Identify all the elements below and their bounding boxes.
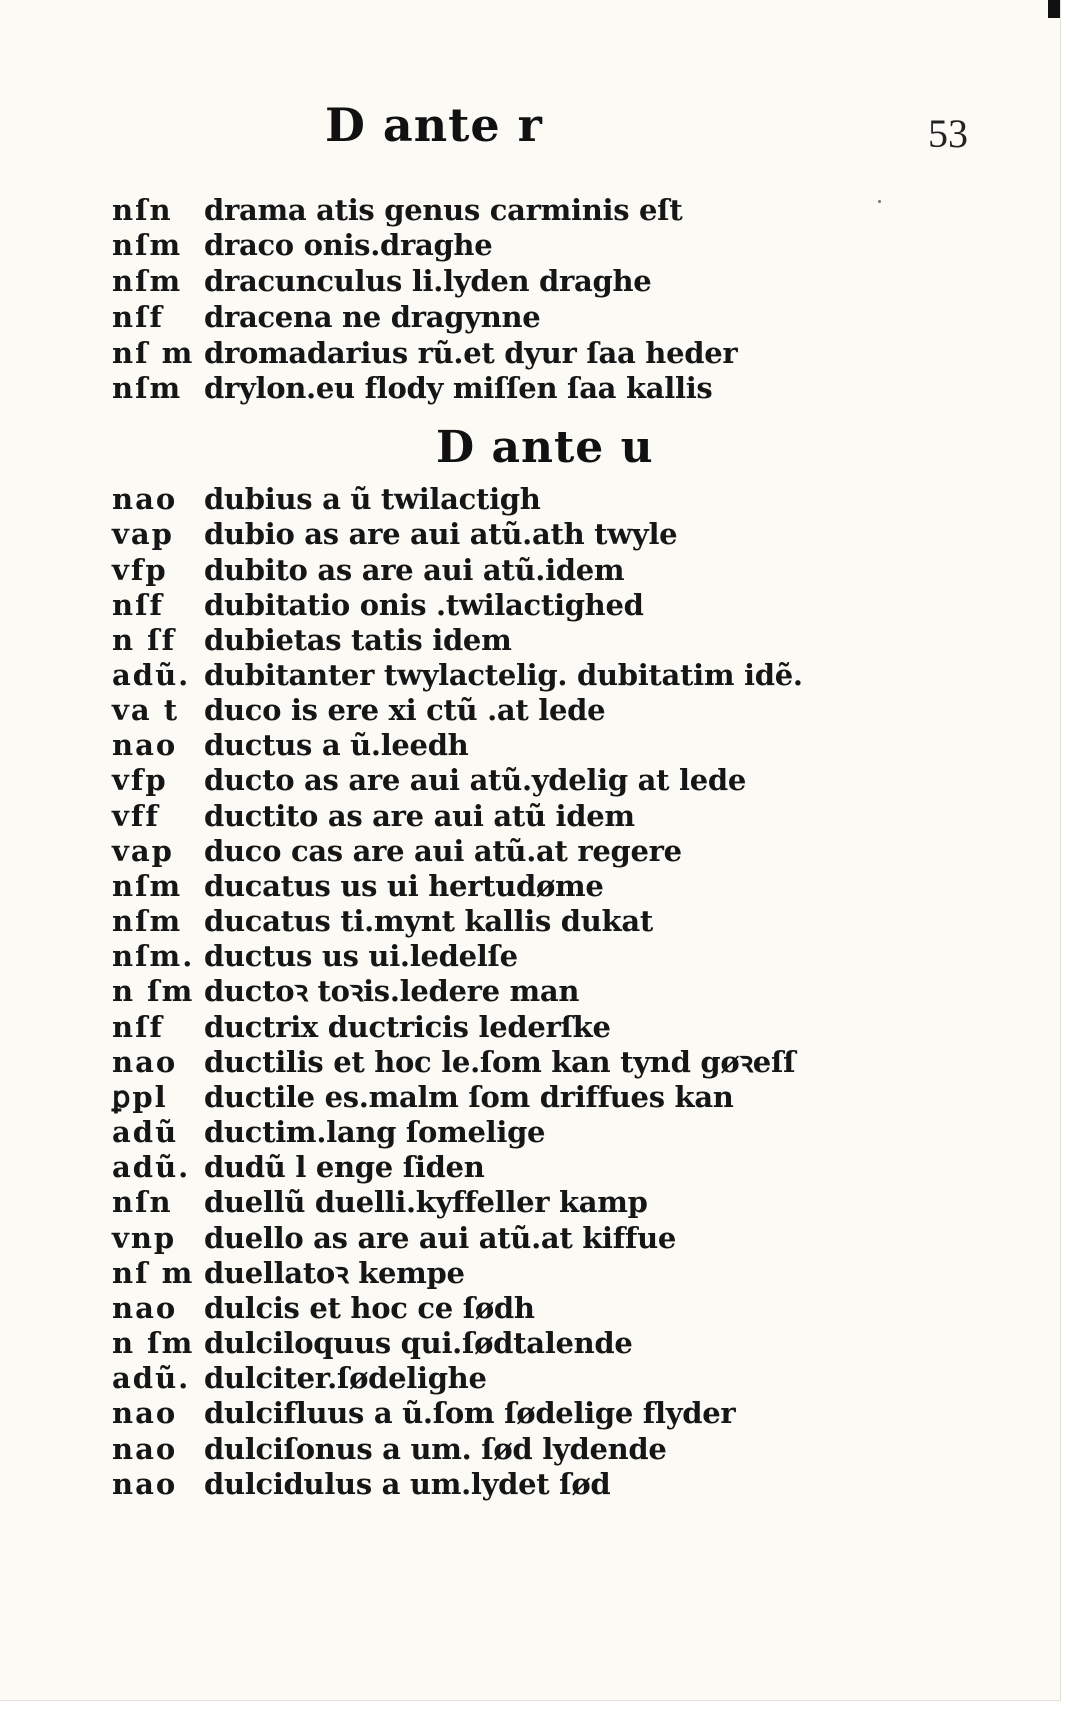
grammar-label: n ſf xyxy=(112,623,177,657)
grammar-label: vnp xyxy=(112,1221,177,1255)
entry-text: dulciloquus qui.ſødtalende xyxy=(204,1326,633,1360)
entry-row xyxy=(112,1432,667,1466)
entry-text: dubietas tatis idem xyxy=(204,623,512,657)
entry-row xyxy=(112,1010,611,1044)
grammar-label: adũ xyxy=(112,1115,179,1149)
entry-text: ductus us ui.ledelſe xyxy=(204,939,518,973)
entry-row xyxy=(112,869,604,903)
entry-text: dudũ l enge ſiden xyxy=(204,1150,485,1184)
entry-text: duco is ere xi ctũ .at lede xyxy=(204,693,606,727)
entry-row xyxy=(112,1467,610,1501)
grammar-label: nao xyxy=(112,1291,178,1325)
entry-row xyxy=(112,517,677,551)
grammar-label: nao xyxy=(112,1045,178,1079)
grammar-label: nſn xyxy=(112,1185,173,1219)
entry-row xyxy=(112,834,682,868)
grammar-label: nao xyxy=(112,1467,178,1501)
section-heading: D ante u xyxy=(436,422,654,473)
grammar-label: va t xyxy=(112,693,180,727)
grammar-label: adũ. xyxy=(112,658,191,692)
entry-row xyxy=(112,1291,535,1325)
scan-corner-mark xyxy=(1048,0,1060,18)
entry-row xyxy=(112,482,541,516)
grammar-label: nſf xyxy=(112,1010,165,1044)
entry-row xyxy=(112,1185,648,1219)
entry-row xyxy=(112,904,653,938)
entry-text: duello as are aui atũ.at kiffue xyxy=(204,1221,677,1255)
grammar-label: nſ m xyxy=(112,336,195,370)
entry-row xyxy=(112,371,712,405)
grammar-label: nao xyxy=(112,728,178,762)
page-header: D ante r xyxy=(325,98,543,152)
grammar-label: nſn xyxy=(112,193,173,227)
entry-text: dubio as are aui atũ.ath twyle xyxy=(204,517,678,551)
entry-row xyxy=(112,623,511,657)
entry-text: ductus a ũ.leedh xyxy=(204,728,469,762)
entry-row xyxy=(112,300,540,334)
grammar-label: nao xyxy=(112,1396,178,1430)
grammar-label: adũ. xyxy=(112,1150,191,1184)
entry-text: ductilis et hoc le.ſom kan tynd gøꝛeſſ xyxy=(204,1045,796,1079)
entry-row xyxy=(112,336,737,370)
grammar-label: adũ. xyxy=(112,1361,191,1395)
entry-row xyxy=(112,1045,795,1079)
entry-text: ductrix ductricis lederſke xyxy=(204,1010,611,1044)
paper-speck xyxy=(878,200,881,203)
entry-row xyxy=(112,1326,633,1360)
entry-text: ductoꝛ toꝛis.ledere man xyxy=(204,974,580,1008)
entry-text: ducto as are aui atũ.ydelig at lede xyxy=(204,763,747,797)
entry-text: dulcidulus a um.lydet ſød xyxy=(204,1467,611,1501)
grammar-label: nſm xyxy=(112,264,183,298)
entry-row xyxy=(112,588,644,622)
entry-text: ductile es.malm ſom driffues kan xyxy=(204,1080,734,1114)
entry-text: duellatoꝛ kempe xyxy=(204,1256,465,1290)
entry-row xyxy=(112,1396,735,1430)
page-number: 53 xyxy=(928,111,968,156)
entry-row xyxy=(112,1361,487,1395)
grammar-label: n ſm xyxy=(112,1326,195,1360)
entry-row xyxy=(112,974,579,1008)
entry-row xyxy=(112,1256,465,1290)
grammar-label: vap xyxy=(112,517,174,551)
entry-text: dubitanter twylactelig. dubitatim idẽ. xyxy=(204,658,803,692)
entry-row xyxy=(112,658,803,692)
entry-text: ductito as are aui atũ idem xyxy=(204,799,635,833)
entry-text: dulciter.ſødelighe xyxy=(204,1361,487,1395)
grammar-label: nſf xyxy=(112,588,165,622)
entry-text: drylon.eu flody miſſen ſaa kallis xyxy=(204,371,713,405)
entry-row xyxy=(112,693,605,727)
entry-text: dromadarius rũ.et dyur ſaa heder xyxy=(204,336,738,370)
grammar-label: nſm xyxy=(112,869,183,903)
grammar-label: nſm xyxy=(112,228,183,262)
entry-text: ducatus us ui hertudøme xyxy=(204,869,604,903)
entry-text: dubius a ũ twilactigh xyxy=(204,482,541,516)
grammar-label: vfp xyxy=(112,553,168,587)
entry-text: duellũ duelli.kyffeller kamp xyxy=(204,1185,648,1219)
entry-row xyxy=(112,1221,676,1255)
entry-text: dulciſonus a um. ſød lydende xyxy=(204,1432,667,1466)
grammar-label: nao xyxy=(112,1432,178,1466)
entry-row xyxy=(112,553,624,587)
entry-text: dubito as are aui atũ.idem xyxy=(204,553,625,587)
entry-row xyxy=(112,228,492,262)
grammar-label: ꝑpl xyxy=(112,1080,168,1114)
entry-text: dracena ne dragynne xyxy=(204,300,541,334)
entry-text: draco onis.draghe xyxy=(204,228,493,262)
entry-row xyxy=(112,763,746,797)
grammar-label: nſ m xyxy=(112,1256,195,1290)
grammar-label: nſm xyxy=(112,904,183,938)
entry-text: drama atis genus carminis eſt xyxy=(204,193,683,227)
entry-row xyxy=(112,1080,734,1114)
grammar-label: n ſm xyxy=(112,974,195,1008)
grammar-label: vap xyxy=(112,834,174,868)
entry-row xyxy=(112,264,651,298)
entry-row xyxy=(112,728,468,762)
entry-row xyxy=(112,1150,485,1184)
grammar-label: vff xyxy=(112,799,160,833)
entry-row xyxy=(112,1115,545,1149)
grammar-label: nao xyxy=(112,482,178,516)
entry-row xyxy=(112,193,682,227)
grammar-label: nſf xyxy=(112,300,165,334)
entry-text: dulcis et hoc ce ſødh xyxy=(204,1291,535,1325)
grammar-label: nſm xyxy=(112,371,183,405)
grammar-label: nſm. xyxy=(112,939,195,973)
entry-text: ducatus ti.mynt kallis dukat xyxy=(204,904,653,938)
entry-text: dracunculus li.lyden draghe xyxy=(204,264,652,298)
entry-text: duco cas are aui atũ.at regere xyxy=(204,834,682,868)
entry-text: ductim.lang ſomelige xyxy=(204,1115,546,1149)
grammar-label: vfp xyxy=(112,763,168,797)
entry-row xyxy=(112,939,518,973)
entry-text: dubitatio onis .twilactighed xyxy=(204,588,644,622)
entry-row xyxy=(112,799,635,833)
entry-text: dulcifluus a ũ.ſom ſødelige flyder xyxy=(204,1396,736,1430)
